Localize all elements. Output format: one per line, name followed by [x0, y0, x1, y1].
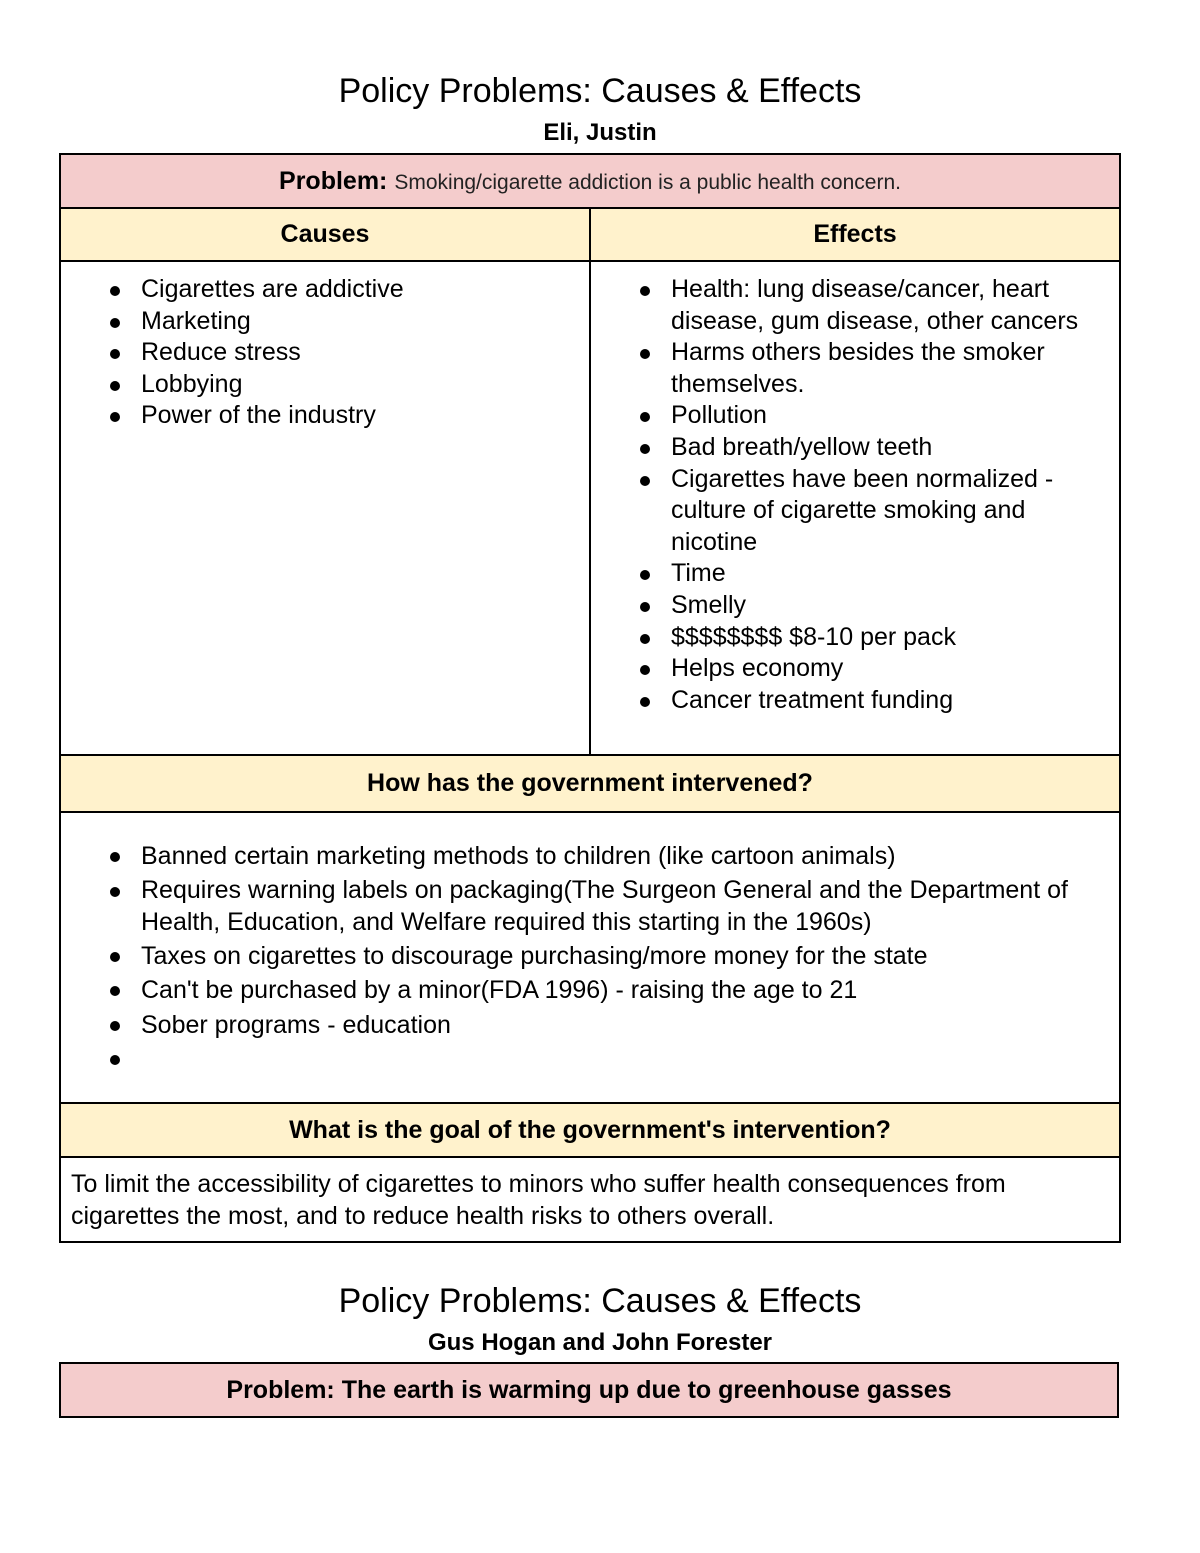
- list-item: Can't be purchased by a minor(FDA 1996) - raising the age to 21: [91, 973, 1099, 1008]
- authors: Eli, Justin: [543, 119, 657, 146]
- causes-header: Causes: [60, 208, 590, 261]
- list-item: Pollution: [621, 400, 1101, 432]
- list-item: Cancer treatment funding: [621, 685, 1101, 717]
- page-title-2: Policy Problems: Causes & Effects: [338, 1282, 862, 1320]
- effects-header: Effects: [590, 208, 1120, 261]
- problem-text: Smoking/cigarette addiction is a public health concern.: [394, 170, 901, 194]
- causes-list: [20, 274, 589, 432]
- list-item: Requires warning labels on packaging(The Surgeon General and the Department of Health, Education, and Welfare required this starting in the 1960s): [91, 874, 1099, 939]
- list-item: Helps economy: [621, 653, 1101, 685]
- list-item: Bad breath/yellow teeth: [621, 432, 1101, 464]
- list-item: Banned certain marketing methods to children (like cartoon animals): [91, 839, 1099, 874]
- list-item: Harms others besides the smoker themselves.: [621, 337, 1101, 400]
- intervention-header: How has the government intervened?: [60, 755, 1120, 812]
- problem-cell-2: Problem: The earth is warming up due to greenhouse gasses: [60, 1363, 1118, 1417]
- effects-cell: [590, 261, 1120, 755]
- intervention-list: [61, 839, 1119, 1077]
- causes-cell: [60, 261, 590, 755]
- goal-text: To limit the accessibility of cigarettes to minors who suffer health consequences from cigarettes the most, and to reduce health risks to others overall.: [71, 1170, 1006, 1230]
- list-item: Cigarettes have been normalized - culture of cigarette smoking and nicotine: [621, 464, 1101, 559]
- page-title: Policy Problems: Causes & Effects: [338, 72, 862, 110]
- list-item: Lobbying: [91, 369, 589, 401]
- list-item: Time: [621, 558, 1101, 590]
- effects-list: [550, 274, 1119, 716]
- list-item: Marketing: [91, 306, 589, 338]
- list-item: Sober programs - education: [91, 1008, 1099, 1043]
- authors-2: Gus Hogan and John Forester: [427, 1329, 773, 1356]
- list-item: $$$$$$$$ $8-10 per pack: [621, 622, 1101, 654]
- policy-table-2: [59, 1362, 1119, 1418]
- list-item: Reduce stress: [91, 337, 589, 369]
- list-item: Power of the industry: [91, 400, 589, 432]
- list-item: Cigarettes are addictive: [91, 274, 589, 306]
- policy-table: [59, 153, 1121, 1243]
- list-item: Health: lung disease/cancer, heart disease, gum disease, other cancers: [621, 274, 1101, 337]
- problem-cell: [60, 154, 1120, 208]
- goal-cell: [60, 1157, 1120, 1242]
- list-item: Taxes on cigarettes to discourage purchasing/more money for the state: [91, 939, 1099, 974]
- list-item: [91, 1042, 1099, 1077]
- goal-header: What is the goal of the government's intervention?: [60, 1103, 1120, 1157]
- list-item: Smelly: [621, 590, 1101, 622]
- intervention-cell: [60, 812, 1120, 1103]
- problem-label: Problem:: [279, 166, 388, 195]
